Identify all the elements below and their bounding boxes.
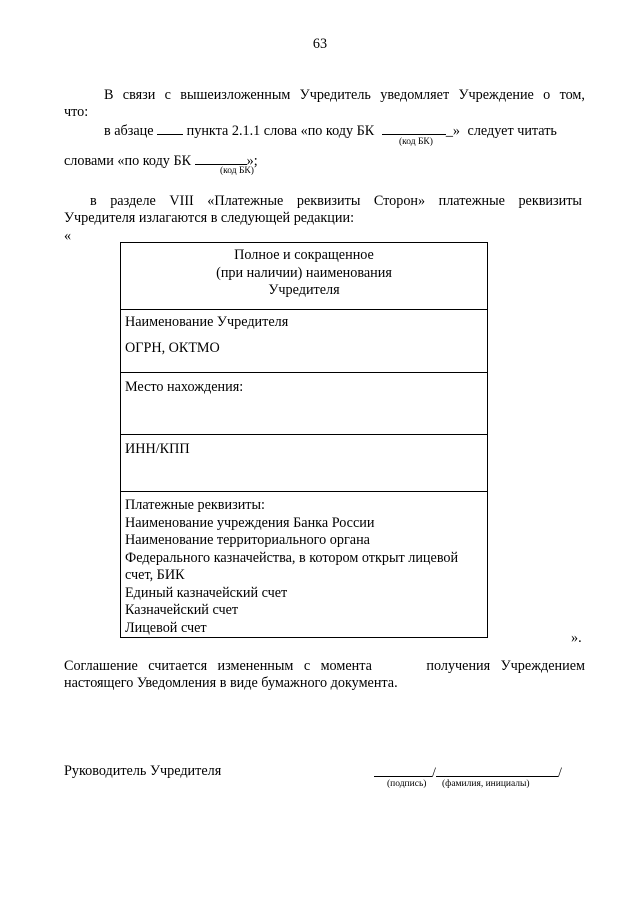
signatory-title: Руководитель Учредителя (64, 763, 222, 779)
signature-lines: / / (374, 763, 562, 782)
open-quote: « (64, 228, 72, 244)
kbk-new-blank (195, 151, 247, 165)
ogrn-oktmo-label: ОГРН, ОКТМО (125, 339, 220, 356)
section-viii-line2: Учредителя излагаются в следующей редакции: (64, 210, 355, 226)
inn-kpp-cell: ИНН/КПП (121, 435, 488, 492)
amendment-line: в абзаце пункта 2.1.1 слова «по коду БК _» следует читать (104, 123, 557, 139)
signature-blank (374, 763, 432, 777)
notice-intro-line: В связи с вышеизложенным Учредитель уведомляет Учреждение о том, (104, 87, 585, 103)
location-cell: Место нахождения: (121, 373, 488, 435)
name-caption: (фамилия, инициалы) (442, 779, 530, 789)
close-quote: ». (571, 630, 582, 646)
section-viii-line: в разделе VIII «Платежные реквизиты Сторон» платежные реквизиты (90, 193, 582, 209)
kbk-old-blank (382, 121, 446, 135)
paragraph-number-blank (157, 121, 183, 135)
founder-name-cell (121, 310, 488, 373)
closing-line: Соглашение считается измененным с момента получения Учреждением (64, 658, 585, 674)
signature-caption: (подпись) (387, 779, 427, 789)
kbk-caption: (код БК) (399, 137, 433, 147)
page-number: 63 (312, 36, 328, 52)
payment-details-cell: Платежные реквизиты: Наименование учреждения Банка России Наименование территориального органа Федерального казначейства, в котором открыт лицевой счет, БИК Единый казначейский счет Казначейский счет Лицевой счет (121, 492, 488, 638)
table-header-cell: Полное и сокращенное (при наличии) наименования Учредителя (121, 243, 488, 310)
requisites-table (120, 242, 488, 638)
name-blank (436, 763, 558, 777)
founder-name-label: Наименование Учредителя (125, 314, 289, 330)
notice-intro-line2: что: (64, 104, 89, 120)
closing-line2: настоящего Уведомления в виде бумажного документа. (64, 675, 398, 691)
amendment-line2: словами «по коду БК »; (64, 153, 258, 169)
kbk-caption-2: (код БК) (220, 166, 254, 176)
